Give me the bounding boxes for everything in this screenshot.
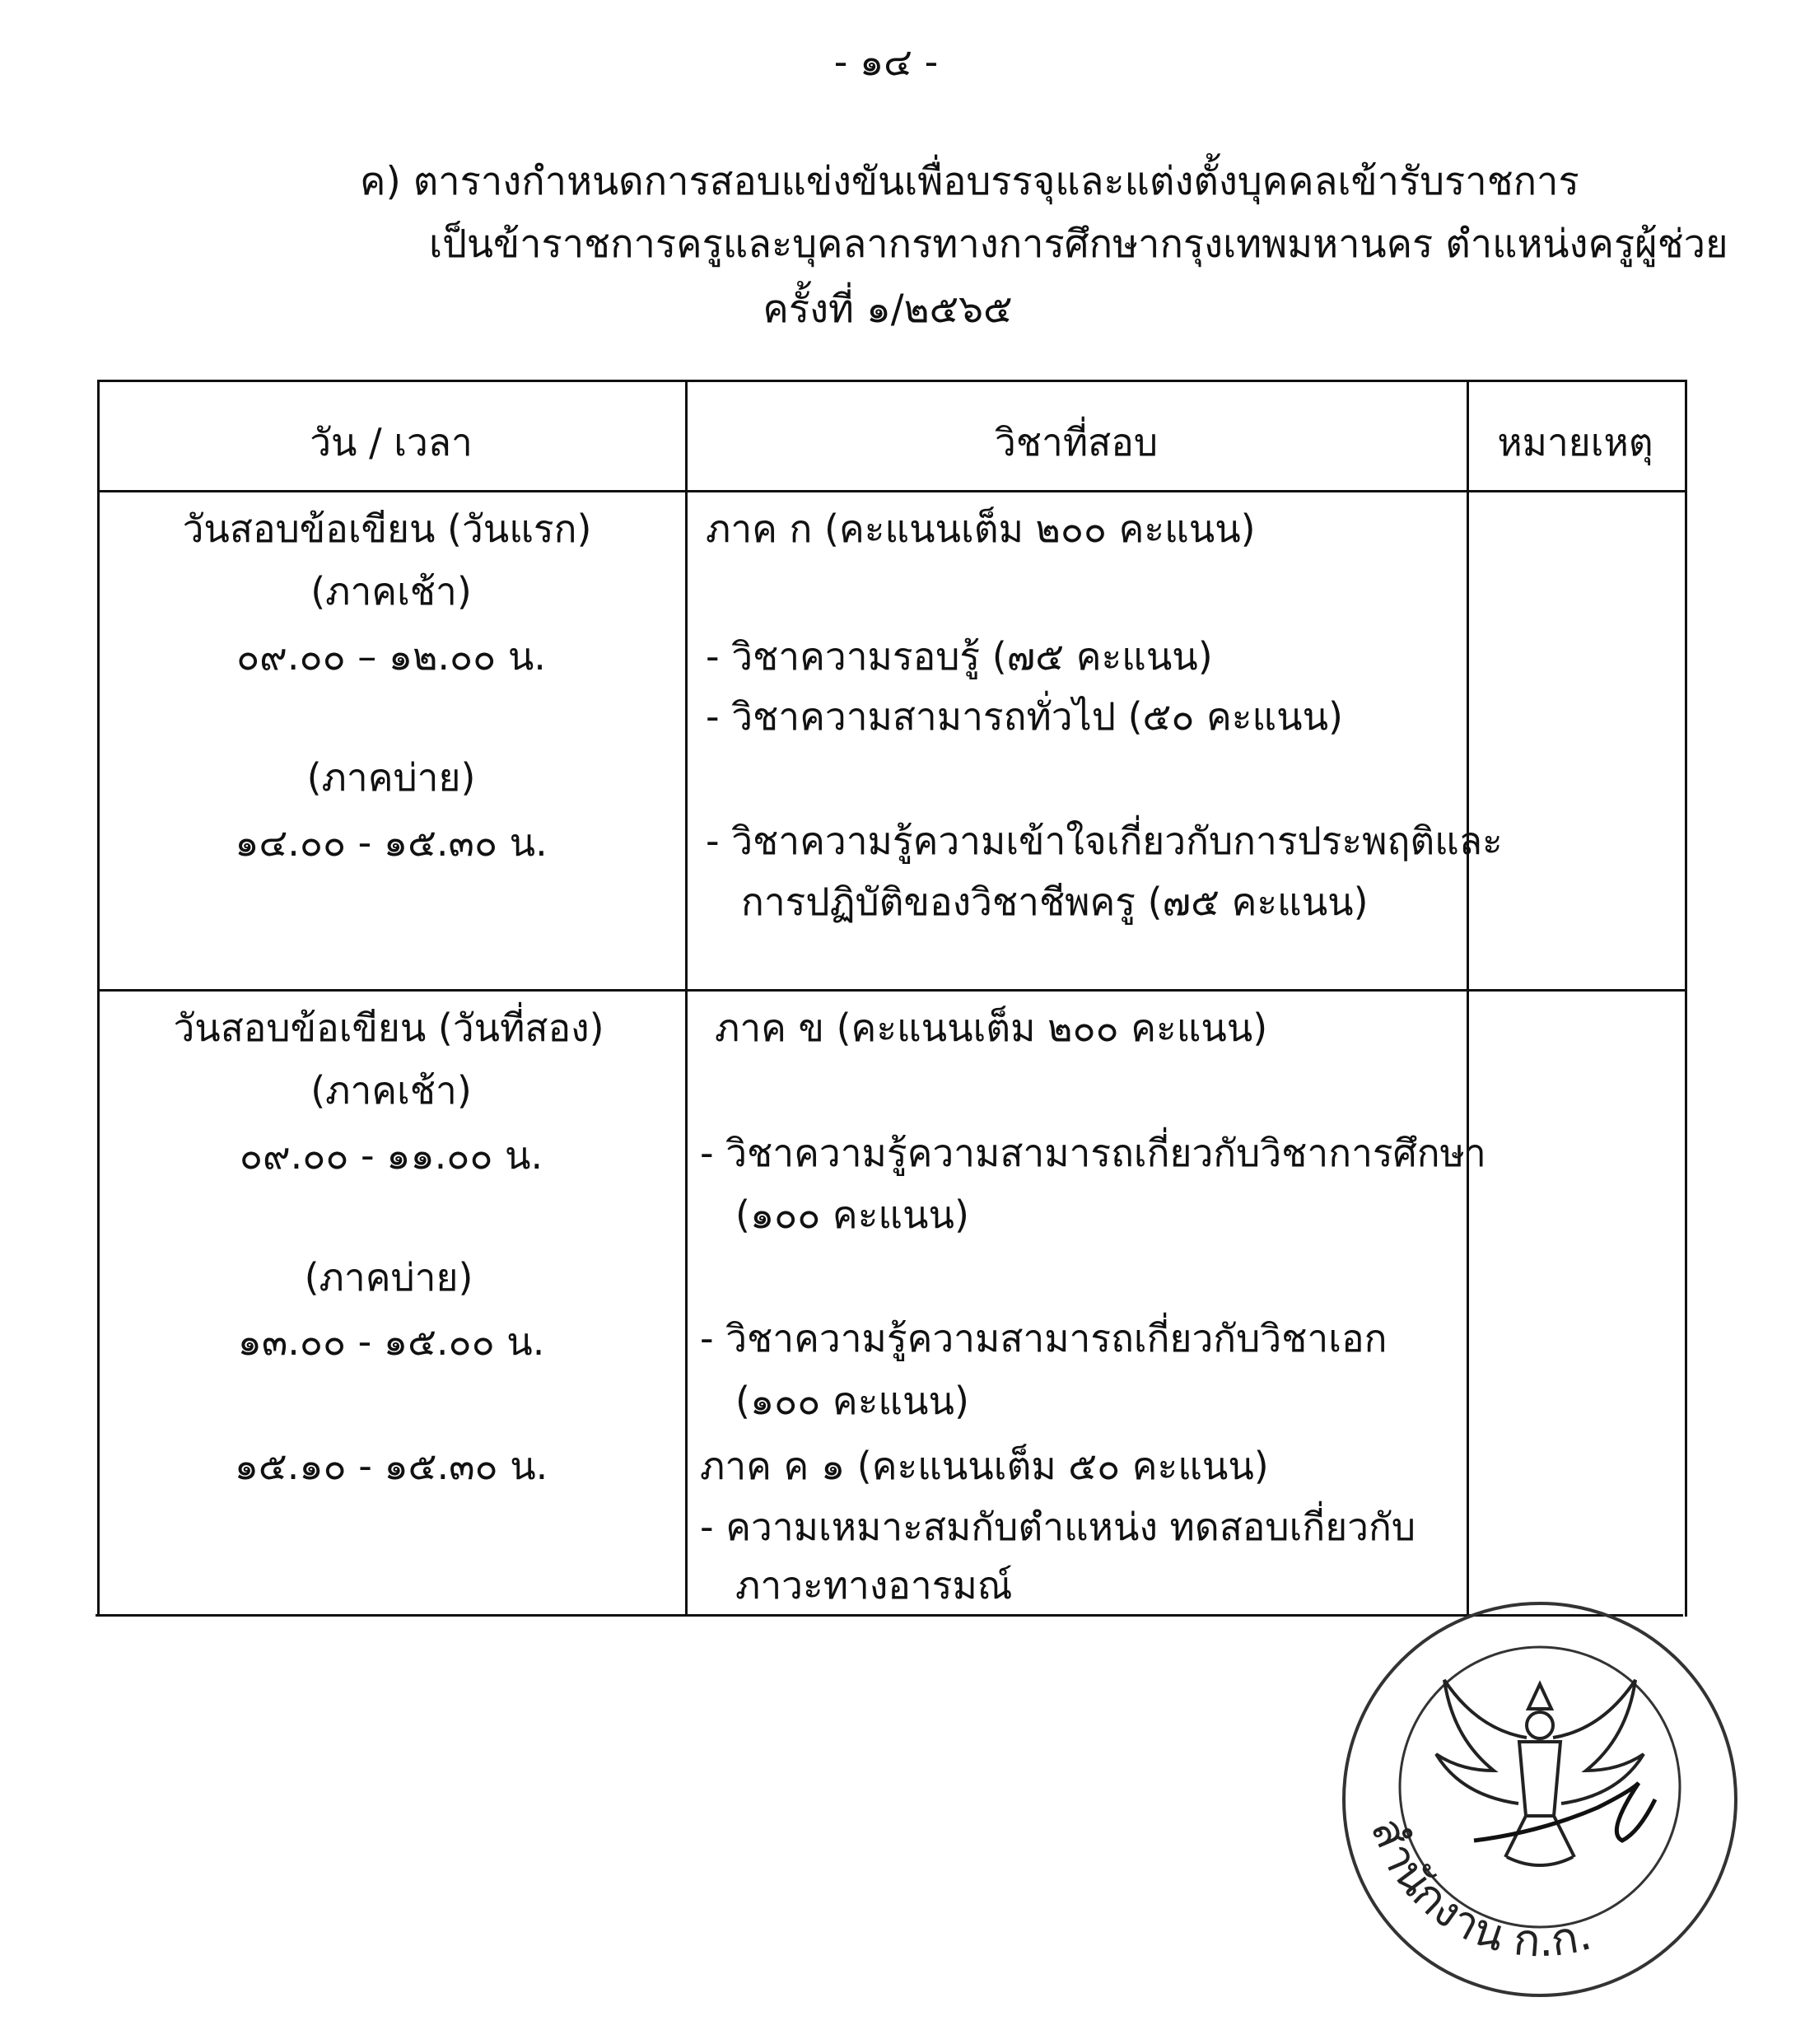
- table-row-divider: [97, 989, 1687, 992]
- subject-cell-line: - วิชาความสามารถทั่วไป (๕๐ คะแนน): [706, 694, 1344, 739]
- header-subject: วิชาที่สอบ: [994, 420, 1159, 464]
- schedule-cell-line: ๑๔.๐๐ - ๑๕.๓๐ น.: [235, 820, 548, 865]
- schedule-cell-line: ๐๙.๐๐ – ๑๒.๐๐ น.: [236, 634, 546, 679]
- column-divider-1: [685, 380, 688, 1617]
- subject-cell-line: - วิชาความรู้ความสามารถเกี่ยวกับวิชาการศึกษา: [700, 1131, 1486, 1175]
- subject-cell-line: ภาวะทางอารมณ์: [735, 1563, 1013, 1608]
- subject-cell-line: - วิชาความรู้ความสามารถเกี่ยวกับวิชาเอก: [700, 1316, 1388, 1360]
- garuda-emblem-icon: [1436, 1680, 1644, 1865]
- schedule-cell-line: (ภาคบ่าย): [306, 755, 476, 800]
- schedule-cell-line: ๐๙.๐๐ - ๑๑.๐๐ น.: [239, 1133, 543, 1178]
- schedule-cell-line: วันสอบข้อเขียน (วันแรก): [182, 506, 592, 551]
- subject-cell-line: ภาค ค ๑ (คะแนนเต็ม ๕๐ คะแนน): [700, 1444, 1269, 1488]
- schedule-cell-line: (ภาคเช้า): [310, 1068, 472, 1113]
- schedule-cell-line: (ภาคเช้า): [310, 569, 472, 614]
- subject-cell-line: (๑๐๐ คะแนน): [735, 1192, 969, 1237]
- schedule-cell-line: ๑๓.๐๐ - ๑๕.๐๐ น.: [237, 1319, 545, 1364]
- title-line-3: ครั้งที่ ๑/๒๕๖๕: [763, 287, 1013, 332]
- schedule-cell-line: (ภาคบ่าย): [304, 1255, 473, 1300]
- subject-cell-line: การปฏิบัติของวิชาชีพครู (๗๕ คะแนน): [741, 880, 1369, 924]
- page-number: - ๑๔ -: [833, 40, 939, 84]
- subject-cell-line: - วิชาความรู้ความเข้าใจเกี่ยวกับการประพฤติและ: [706, 819, 1503, 863]
- header-remark: หมายเหตุ: [1497, 420, 1653, 464]
- schedule-cell-line: วันสอบข้อเขียน (วันที่สอง): [173, 1006, 604, 1050]
- subject-cell-line: (๑๐๐ คะแนน): [735, 1379, 969, 1423]
- subject-cell-line: - วิชาความรอบรู้ (๗๕ คะแนน): [706, 634, 1213, 679]
- subject-cell-line: ภาค ก (คะแนนเต็ม ๒๐๐ คะแนน): [706, 506, 1256, 551]
- header-date-time: วัน / เวลา: [310, 420, 473, 464]
- schedule-cell-line: ๑๕.๑๐ - ๑๕.๓๐ น.: [234, 1444, 548, 1488]
- column-divider-2: [1467, 380, 1469, 1617]
- table-border-left: [97, 380, 100, 1617]
- table-header-divider: [97, 490, 1687, 492]
- title-line-2: เป็นข้าราชการครูและบุคลากรทางการศึกษากรุงเทพมหานคร ตำแหน่งครูผู้ช่วย: [429, 222, 1728, 267]
- table-border-top: [97, 380, 1687, 382]
- signature-mark: [1474, 1783, 1655, 1841]
- title-line-1: ค) ตารางกำหนดการสอบแข่งขันเพื่อบรรจุและแต่งตั้งบุคคลเข้ารับราชการ: [360, 159, 1579, 204]
- subject-cell-line: ภาค ข (คะแนนเต็ม ๒๐๐ คะแนน): [715, 1006, 1268, 1050]
- subject-cell-line: - ความเหมาะสมกับตำแหน่ง ทดสอบเกี่ยวกับ: [700, 1505, 1416, 1549]
- table-border-right: [1685, 380, 1687, 1617]
- seal-text: สำนักงาน ก.ก.: [1360, 1810, 1597, 1967]
- official-seal-stamp: [1334, 1594, 1746, 2005]
